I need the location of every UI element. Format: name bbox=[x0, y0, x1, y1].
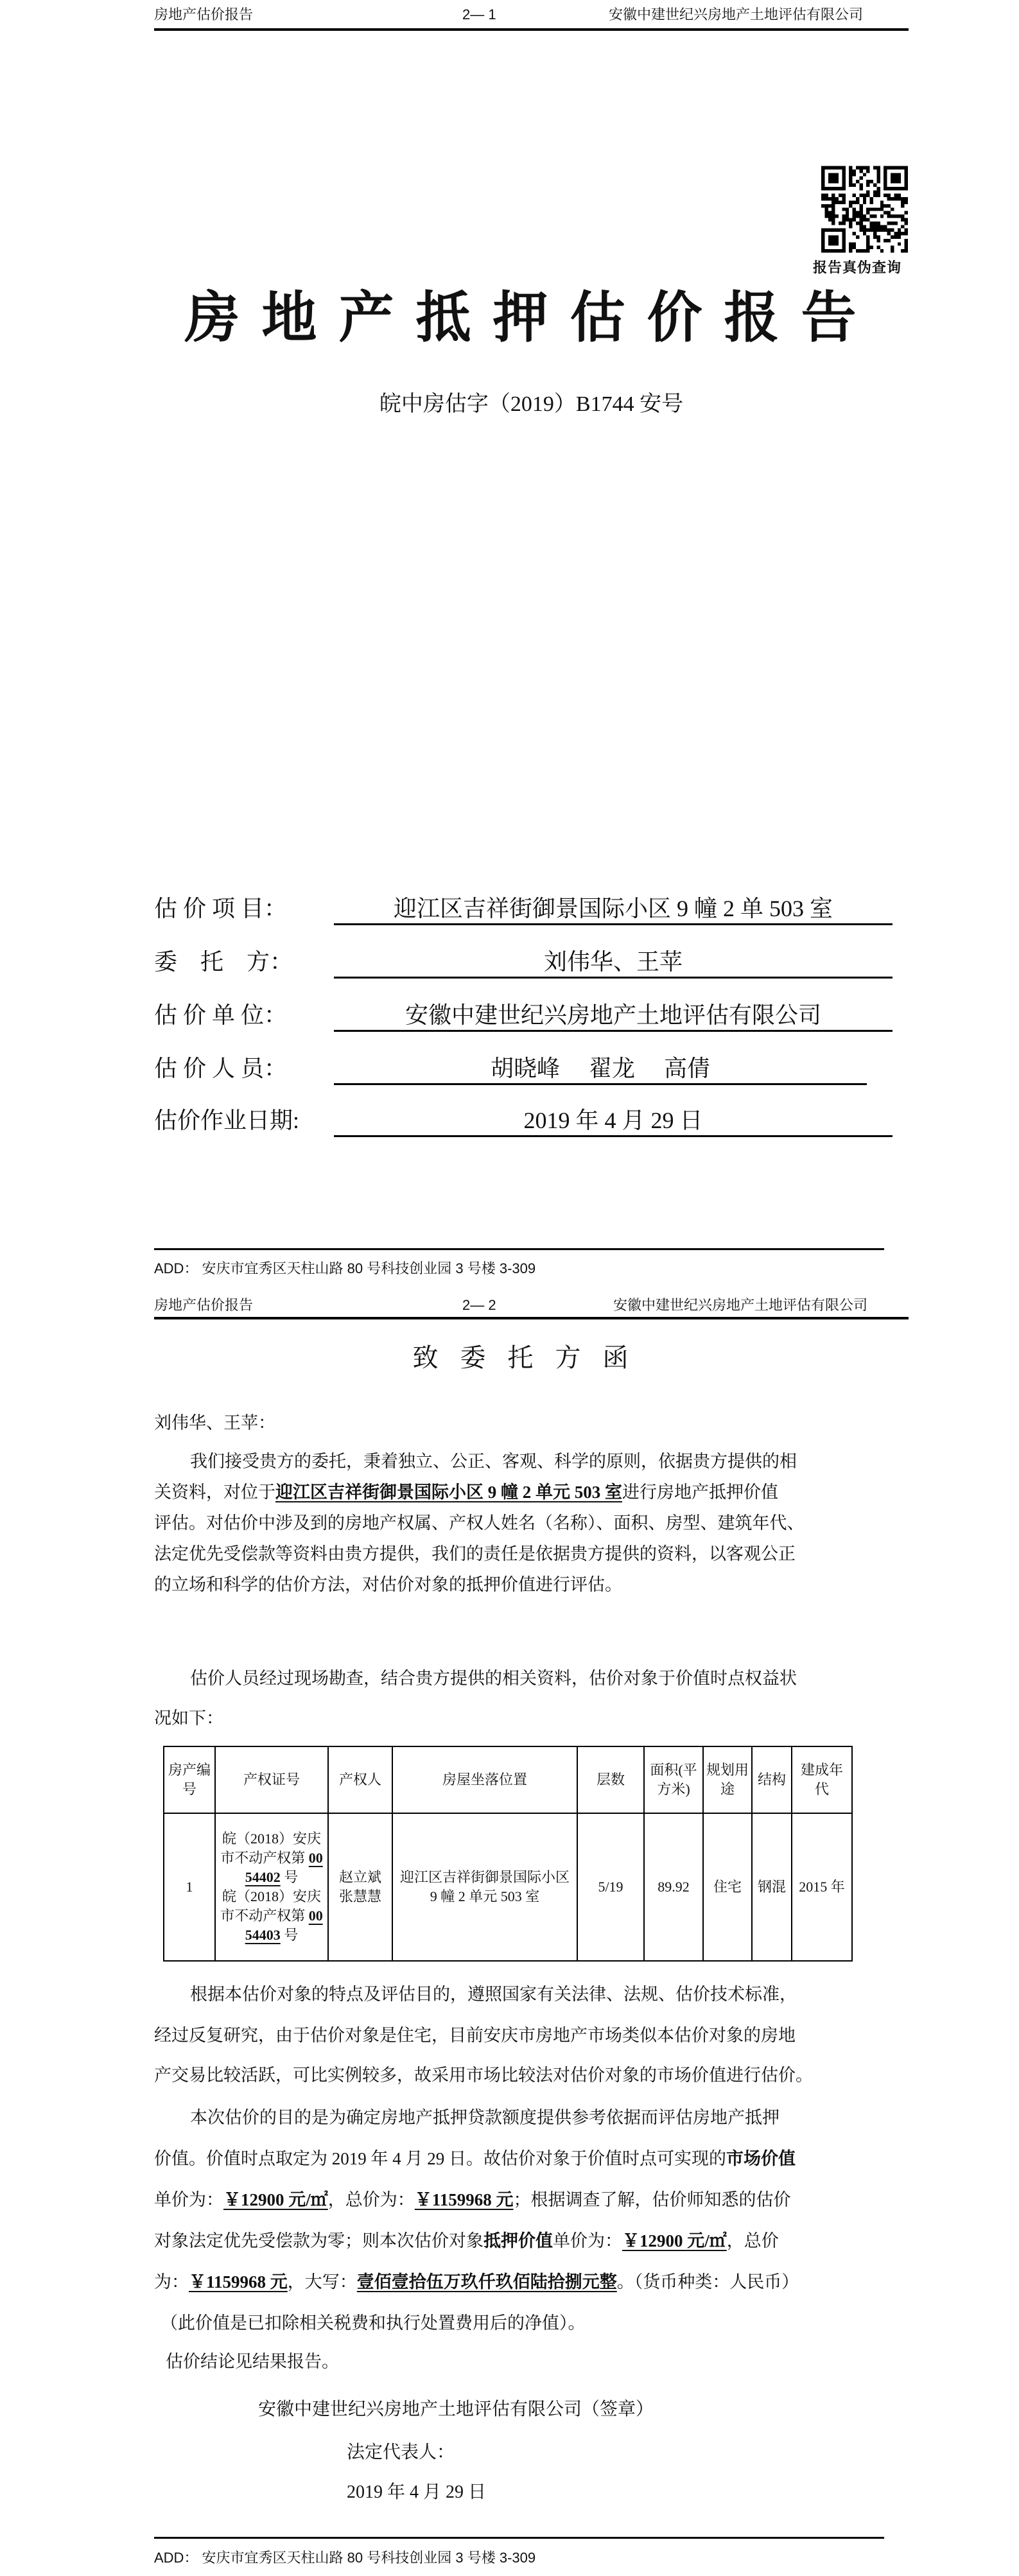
field-project bbox=[154, 894, 893, 927]
text-span: 进行房地产抵押价值 bbox=[622, 1483, 778, 1502]
text-line: 我们接受贵方的委托，秉着独立、公正、客观、科学的原则，依据贵方提供的相 bbox=[190, 1452, 797, 1471]
col-header: 建成年代 bbox=[792, 1746, 852, 1813]
mortgage-total-price: ￥1159968 元 bbox=[189, 2272, 288, 2292]
text-line: 况如下： bbox=[154, 1709, 223, 1728]
field-appraisal-firm bbox=[154, 1000, 893, 1034]
text-line: 根据本估价对象的特点及评估目的，遵照国家有关法律、法规、估价技术标准， bbox=[190, 1985, 797, 2004]
header-left: 房地产估价报告 bbox=[154, 6, 254, 22]
salutation: 刘伟华、王苹： bbox=[154, 1413, 275, 1432]
field-work-date bbox=[154, 1106, 893, 1139]
text-span: 单价为： bbox=[154, 2190, 223, 2209]
text-line bbox=[154, 2228, 779, 2254]
text-span: 。（货币种类：人民币） bbox=[616, 2272, 799, 2292]
field-value: 迎江区吉祥街御景国际小区 9 幢 2 单 503 室 bbox=[334, 894, 893, 925]
header-right: 安徽中建世纪兴房地产土地评估有限公司 bbox=[609, 6, 864, 22]
field-appraisers bbox=[154, 1054, 893, 1087]
text-span: ；根据调查了解，估价师知悉的估价 bbox=[513, 2190, 791, 2209]
text-span: 对象法定优先受偿款为零；则本次估价对象 bbox=[154, 2231, 483, 2250]
text-span: ，总价 bbox=[726, 2231, 779, 2250]
conclusion-note: 估价结论见结果报告。 bbox=[166, 2352, 339, 2371]
cell-id: 1 bbox=[164, 1813, 215, 1961]
table-row bbox=[164, 1813, 852, 1961]
qr-code-icon bbox=[821, 166, 908, 253]
table-header-row bbox=[164, 1746, 852, 1813]
text-span: 为： bbox=[154, 2272, 189, 2292]
cert-number: 0054403 bbox=[245, 1908, 323, 1943]
property-address: 迎江区吉祥街御景国际小区 9 幢 2 单元 503 室 bbox=[275, 1483, 622, 1502]
text-span: 单价为： bbox=[553, 2231, 622, 2250]
text-line: 经过反复研究，由于估价对象是住宅，目前安庆市房地产市场类似本估价对象的房地 bbox=[154, 2026, 796, 2045]
market-total-price: ￥1159968 元 bbox=[414, 2190, 514, 2209]
col-header: 房产编号 bbox=[164, 1746, 215, 1813]
cert-suffix: 号 bbox=[284, 1927, 299, 1943]
text-line: 法定优先受偿款等资料由贵方提供，我们的责任是依据贵方提供的资料，以客观公正 bbox=[154, 1544, 796, 1563]
text-span: 关资料，对位于 bbox=[154, 1483, 275, 1502]
footer-rule bbox=[154, 1248, 884, 1250]
signature-company: 安徽中建世纪兴房地产土地评估有限公司（签章） bbox=[258, 2399, 654, 2419]
col-header: 规划用途 bbox=[703, 1746, 752, 1813]
cert-number: 0054402 bbox=[245, 1850, 323, 1885]
text-line bbox=[154, 1479, 778, 1505]
letter-title: 致委托方函 bbox=[412, 1343, 650, 1372]
cell-certificate bbox=[215, 1813, 328, 1961]
document-number: 皖中房估字（2019）B1744 安号 bbox=[379, 392, 684, 416]
cell-floors: 5/19 bbox=[577, 1813, 644, 1961]
text-line: 的立场和科学的估价方法，对估价对象的抵押价值进行评估。 bbox=[154, 1575, 622, 1594]
col-header: 房屋坐落位置 bbox=[392, 1746, 577, 1813]
header-rule bbox=[154, 1317, 909, 1319]
field-label: 委 托 方： bbox=[154, 949, 293, 975]
cell-use: 住宅 bbox=[703, 1813, 752, 1961]
col-header: 层数 bbox=[577, 1746, 644, 1813]
text-line: 估价人员经过现场勘查，结合贵方提供的相关资料，估价对象于价值时点权益状 bbox=[190, 1669, 797, 1688]
col-header: 产权人 bbox=[328, 1746, 392, 1813]
market-value-label: 市场价值 bbox=[726, 2149, 796, 2168]
cert-text: 皖（2018）安庆市不动产权第 bbox=[220, 1831, 321, 1866]
signature-legal-rep: 法定代表人： bbox=[347, 2442, 455, 2462]
text-span: ，大写： bbox=[287, 2272, 357, 2292]
footer-address: ADD： 安庆市宜秀区天柱山路 80 号科技创业园 3 号楼 3-309 bbox=[154, 2550, 536, 2566]
cell-year: 2015 年 bbox=[792, 1813, 852, 1961]
mortgage-unit-price: ￥12900 元/㎡ bbox=[622, 2231, 727, 2250]
text-line: 评估。对估价中涉及到的房地产权属、产权人姓名（名称）、面积、房型、建筑年代、 bbox=[154, 1513, 805, 1533]
field-label: 估 价 项 目： bbox=[154, 896, 288, 921]
text-line bbox=[154, 2269, 799, 2295]
text-span: 价值。价值时点取定为 2019 年 4 月 29 日。故估价对象于价值时点可实现的 bbox=[154, 2149, 726, 2168]
cert-text: 皖（2018）安庆市不动产权第 bbox=[220, 1888, 321, 1924]
cell-location: 迎江区吉祥街御景国际小区 9 幢 2 单元 503 室 bbox=[392, 1813, 577, 1961]
cell-structure: 钢混 bbox=[752, 1813, 792, 1961]
text-line bbox=[154, 2146, 796, 2171]
field-value: 2019 年 4 月 29 日 bbox=[334, 1106, 893, 1137]
text-line bbox=[154, 2187, 791, 2213]
property-table bbox=[163, 1746, 853, 1962]
cell-owners: 赵立斌 张慧慧 bbox=[328, 1813, 392, 1961]
text-line: （此价值是已扣除相关税费和执行处置费用后的净值）。 bbox=[161, 2313, 586, 2333]
mortgage-value-label: 抵押价值 bbox=[483, 2231, 553, 2250]
amount-in-words: 壹佰壹拾伍万玖仟玖佰陆拾捌元整 bbox=[356, 2272, 617, 2292]
col-header: 面积(平方米) bbox=[644, 1746, 703, 1813]
cert-suffix: 号 bbox=[284, 1869, 299, 1885]
header-left: 房地产估价报告 bbox=[154, 1297, 254, 1313]
col-header: 产权证号 bbox=[215, 1746, 328, 1813]
header-page-number: 2— 2 bbox=[462, 1297, 496, 1313]
qr-label: 报告真伪查询 bbox=[813, 259, 902, 275]
report-title: 房地产抵押估价报告 bbox=[184, 286, 878, 350]
field-label: 估价作业日期: bbox=[154, 1108, 300, 1133]
cell-area: 89.92 bbox=[644, 1813, 703, 1961]
col-header: 结构 bbox=[752, 1746, 792, 1813]
signature-date: 2019 年 4 月 29 日 bbox=[347, 2482, 487, 2502]
footer-address: ADD： 安庆市宜秀区天柱山路 80 号科技创业园 3 号楼 3-309 bbox=[154, 1260, 536, 1276]
field-value: 胡晓峰 翟龙 高倩 bbox=[334, 1054, 867, 1085]
header-right: 安徽中建世纪兴房地产土地评估有限公司 bbox=[613, 1297, 868, 1313]
header-rule bbox=[154, 28, 909, 31]
market-unit-price: ￥12900 元/㎡ bbox=[223, 2190, 328, 2209]
field-value: 刘伟华、王苹 bbox=[334, 947, 893, 979]
field-label: 估 价 人 员： bbox=[154, 1056, 288, 1081]
text-span: ，总价为： bbox=[327, 2190, 415, 2209]
text-line: 产交易比较活跃，可比实例较多，故采用市场比较法对估价对象的市场价值进行估价。 bbox=[154, 2066, 813, 2085]
footer-rule bbox=[154, 2537, 884, 2539]
field-value: 安徽中建世纪兴房地产土地评估有限公司 bbox=[334, 1000, 893, 1032]
field-label: 估 价 单 位： bbox=[154, 1002, 288, 1028]
text-line: 本次估价的目的是为确定房地产抵押贷款额度提供参考依据而评估房地产抵押 bbox=[190, 2108, 779, 2127]
header-page-number: 2— 1 bbox=[462, 6, 496, 22]
field-client bbox=[154, 947, 893, 980]
